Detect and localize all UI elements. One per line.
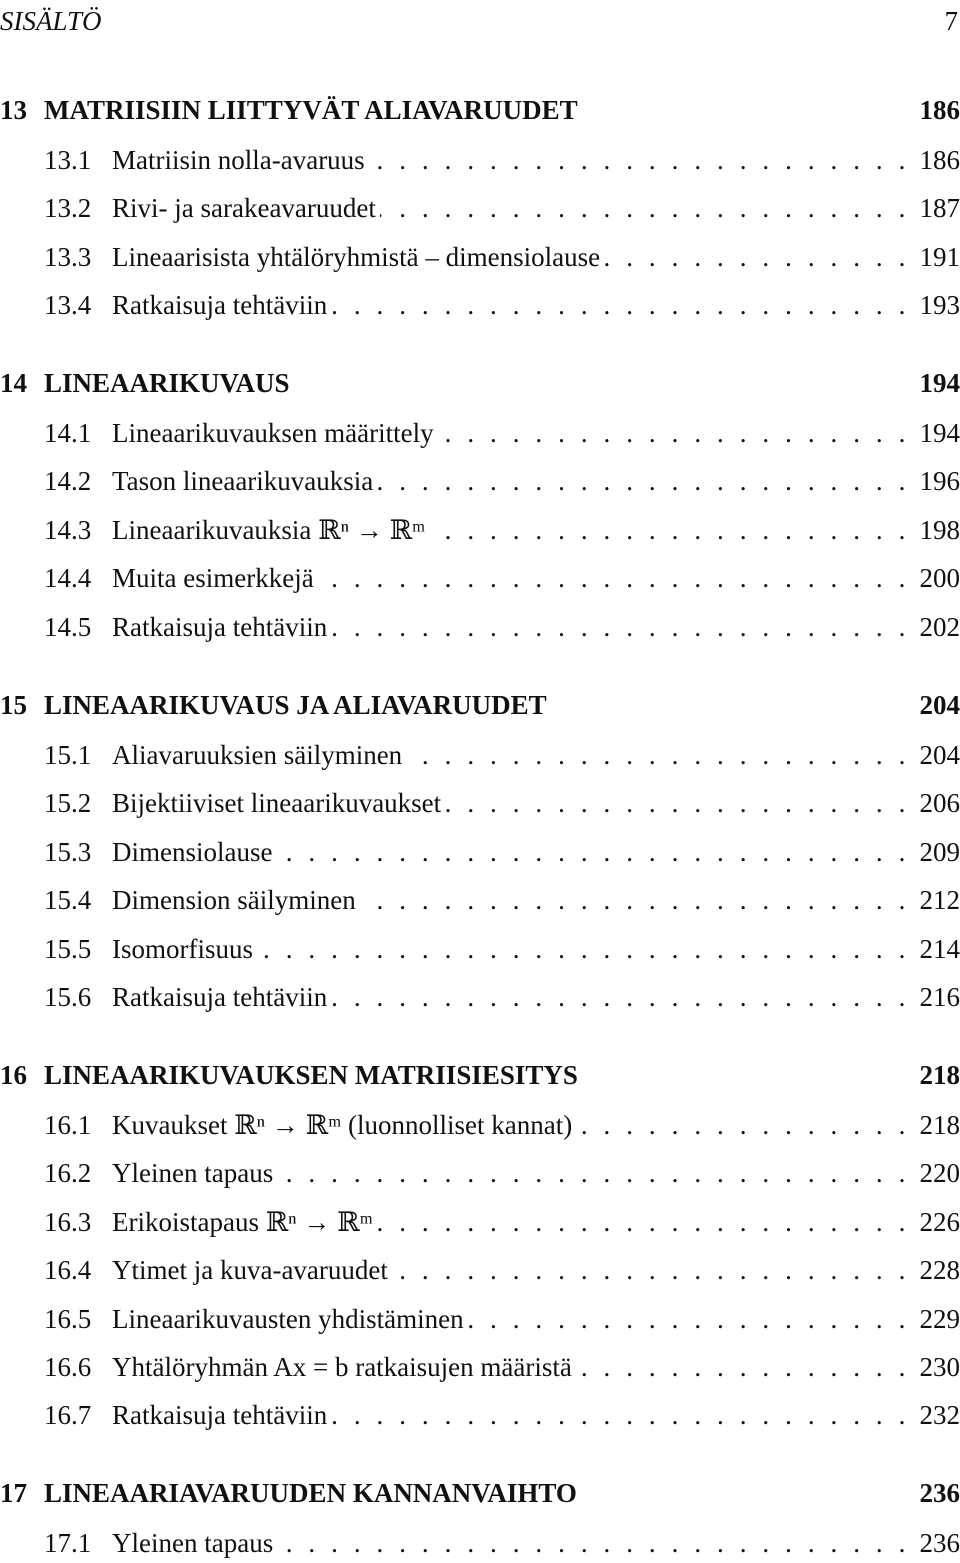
section-page: 214: [919, 933, 960, 964]
chapter-number: 15: [0, 690, 27, 720]
section-page: 218: [919, 1110, 960, 1140]
section-page: 196: [919, 466, 960, 497]
section-title: Lineaarisista yhtälöryhmistä – dimensiolause: [112, 241, 601, 272]
section-number: 14.3: [44, 514, 92, 545]
section-title: Rivi- ja sarakeavaruudet: [112, 193, 376, 224]
section-page: 209: [919, 836, 960, 867]
chapter-title: LINEAARIKUVAUS JA ALIAVARUUDET: [44, 690, 547, 720]
chapter-page: 186: [919, 95, 960, 125]
section-page: 186: [919, 145, 960, 175]
section-number: 15.5: [44, 933, 92, 964]
section-title: Lineaarikuvausten yhdistäminen: [112, 1303, 464, 1334]
dot-leader: [331, 607, 910, 647]
chapter-page: 218: [919, 1060, 960, 1090]
dot-leader: [360, 880, 910, 920]
section-title: Muita esimerkkejä: [112, 563, 314, 594]
section-number: 14.2: [44, 466, 92, 497]
section-page: 230: [919, 1352, 960, 1382]
section-page: 187: [919, 193, 960, 224]
section-title: Ratkaisuja tehtäviin: [112, 611, 328, 642]
dot-leader: [276, 832, 910, 872]
section-number: 14.1: [44, 418, 92, 448]
section-entry[interactable]: [0, 1523, 960, 1563]
dot-leader: [277, 1153, 910, 1193]
section-entry[interactable]: [0, 1202, 960, 1242]
section-title: Ratkaisuja tehtäviin: [112, 1400, 328, 1431]
section-entry[interactable]: [0, 558, 960, 598]
chapter-title: LINEAARIKUVAUKSEN MATRIISIESITYS: [44, 1060, 578, 1090]
section-page: 220: [919, 1158, 960, 1189]
section-number: 16.6: [44, 1352, 92, 1382]
section-entry[interactable]: [0, 413, 960, 453]
dot-leader: [277, 1523, 910, 1563]
section-page: 212: [919, 885, 960, 916]
section-number: 16.7: [44, 1400, 92, 1431]
dot-leader: [576, 1347, 910, 1387]
section-entry[interactable]: [0, 929, 960, 969]
section-page: 194: [919, 418, 960, 448]
section-entry[interactable]: [0, 1395, 960, 1435]
chapter-entry[interactable]: [0, 1055, 960, 1095]
section-page: 226: [919, 1206, 960, 1237]
section-number: 15.4: [44, 885, 92, 916]
dot-leader: [369, 140, 910, 180]
section-number: 17.1: [44, 1528, 92, 1558]
section-entry[interactable]: [0, 977, 960, 1017]
section-entry[interactable]: [0, 461, 960, 501]
section-entry[interactable]: [0, 783, 960, 823]
section-page: 232: [919, 1400, 960, 1431]
dot-leader: [377, 1202, 910, 1242]
dot-leader: [331, 285, 910, 325]
header-page-number: 7: [944, 6, 958, 36]
chapter-spacer: [581, 1473, 910, 1513]
running-header: [0, 4, 960, 38]
section-entry[interactable]: [0, 735, 960, 775]
section-number: 15.2: [44, 788, 92, 819]
chapter-entry[interactable]: [0, 363, 960, 403]
section-title: Yleinen tapaus: [112, 1158, 274, 1189]
section-title: Tason lineaarikuvauksia: [112, 466, 374, 497]
section-number: 13.1: [44, 145, 92, 175]
dot-leader: [445, 783, 910, 823]
section-title: Dimension säilyminen: [112, 885, 356, 916]
section-number: 14.5: [44, 611, 92, 642]
section-title: Dimensiolause: [112, 836, 273, 867]
dot-leader: [468, 1299, 910, 1339]
chapter-spacer: [294, 363, 910, 403]
section-entry[interactable]: [0, 188, 960, 228]
section-title: Yleinen tapaus: [112, 1528, 274, 1558]
chapter-entry[interactable]: [0, 685, 960, 725]
chapter-number: 16: [0, 1060, 27, 1090]
section-entry[interactable]: [0, 607, 960, 647]
section-page: 202: [919, 611, 960, 642]
section-page: 204: [919, 740, 960, 770]
section-entry[interactable]: [0, 140, 960, 180]
section-number: 13.2: [44, 193, 92, 224]
chapter-page: 194: [919, 368, 960, 398]
dot-leader: [257, 929, 910, 969]
section-number: 16.2: [44, 1158, 92, 1189]
section-title: Lineaarikuvauksia ℝⁿ → ℝᵐ: [112, 514, 426, 545]
dot-leader: [392, 1250, 910, 1290]
chapter-spacer: [582, 90, 910, 130]
section-title: Bijektiiviset lineaarikuvaukset: [112, 788, 442, 819]
chapter-number: 17: [0, 1478, 27, 1508]
section-title: Lineaarikuvauksen määrittely: [112, 418, 434, 448]
section-number: 15.1: [44, 740, 92, 770]
section-number: 15.3: [44, 836, 92, 867]
dot-leader: [318, 558, 910, 598]
section-entry[interactable]: [0, 1299, 960, 1339]
section-entry[interactable]: [0, 1250, 960, 1290]
section-page: 193: [919, 290, 960, 321]
dot-leader: [377, 461, 910, 501]
section-entry[interactable]: [0, 510, 960, 550]
section-title: Ytimet ja kuva-avaruudet: [112, 1255, 388, 1286]
section-entry[interactable]: [0, 832, 960, 872]
section-entry[interactable]: [0, 237, 960, 277]
chapter-spacer: [582, 1055, 910, 1095]
chapter-title: MATRIISIIN LIITTYVÄT ALIAVARUUDET: [44, 95, 578, 125]
section-number: 15.6: [44, 982, 92, 1012]
section-page: 191: [919, 241, 960, 272]
section-number: 16.4: [44, 1255, 92, 1286]
section-number: 16.3: [44, 1206, 92, 1237]
header-title: SISÄLTÖ: [0, 6, 102, 36]
section-entry[interactable]: [0, 1347, 960, 1387]
chapter-title: LINEAARIAVARUUDEN KANNANVAIHTO: [44, 1478, 577, 1508]
section-title: Ratkaisuja tehtäviin: [112, 982, 328, 1012]
section-entry[interactable]: [0, 1105, 960, 1145]
section-page: 200: [919, 563, 960, 594]
chapter-number: 13: [0, 95, 27, 125]
section-page: 229: [919, 1303, 960, 1334]
section-number: 16.1: [44, 1110, 92, 1140]
chapter-number: 14: [0, 368, 27, 398]
section-title: Kuvaukset ℝⁿ → ℝᵐ (luonnolliset kannat): [112, 1110, 573, 1140]
section-title: Isomorfisuus: [112, 933, 253, 964]
section-title: Yhtälöryhmän Ax = b ratkaisujen määristä: [112, 1352, 572, 1382]
chapter-entry[interactable]: [0, 1473, 960, 1513]
section-entry[interactable]: [0, 1153, 960, 1193]
dot-leader: [380, 188, 910, 228]
section-number: 16.5: [44, 1303, 92, 1334]
dot-leader: [438, 413, 910, 453]
section-page: 228: [919, 1255, 960, 1286]
section-number: 13.4: [44, 290, 92, 321]
chapter-page: 204: [919, 690, 960, 720]
dot-leader: [429, 510, 910, 550]
dot-leader: [331, 977, 910, 1017]
section-page: 206: [919, 788, 960, 819]
dot-leader: [406, 735, 910, 775]
chapter-spacer: [551, 685, 910, 725]
section-title: Ratkaisuja tehtäviin: [112, 290, 328, 321]
section-title: Matriisin nolla-avaruus: [112, 145, 365, 175]
chapter-title: LINEAARIKUVAUS: [44, 368, 290, 398]
dot-leader: [331, 1395, 910, 1435]
section-page: 216: [919, 982, 960, 1012]
section-title: Aliavaruuksien säilyminen: [112, 740, 403, 770]
section-number: 13.3: [44, 241, 92, 272]
chapter-page: 236: [919, 1478, 960, 1508]
section-page: 198: [919, 514, 960, 545]
section-page: 236: [919, 1528, 960, 1558]
section-entry[interactable]: [0, 285, 960, 325]
dot-leader: [604, 237, 910, 277]
chapter-entry[interactable]: [0, 90, 960, 130]
section-title: Erikoistapaus ℝⁿ → ℝᵐ: [112, 1206, 373, 1237]
section-entry[interactable]: [0, 880, 960, 920]
section-number: 14.4: [44, 563, 92, 594]
dot-leader: [576, 1105, 910, 1145]
